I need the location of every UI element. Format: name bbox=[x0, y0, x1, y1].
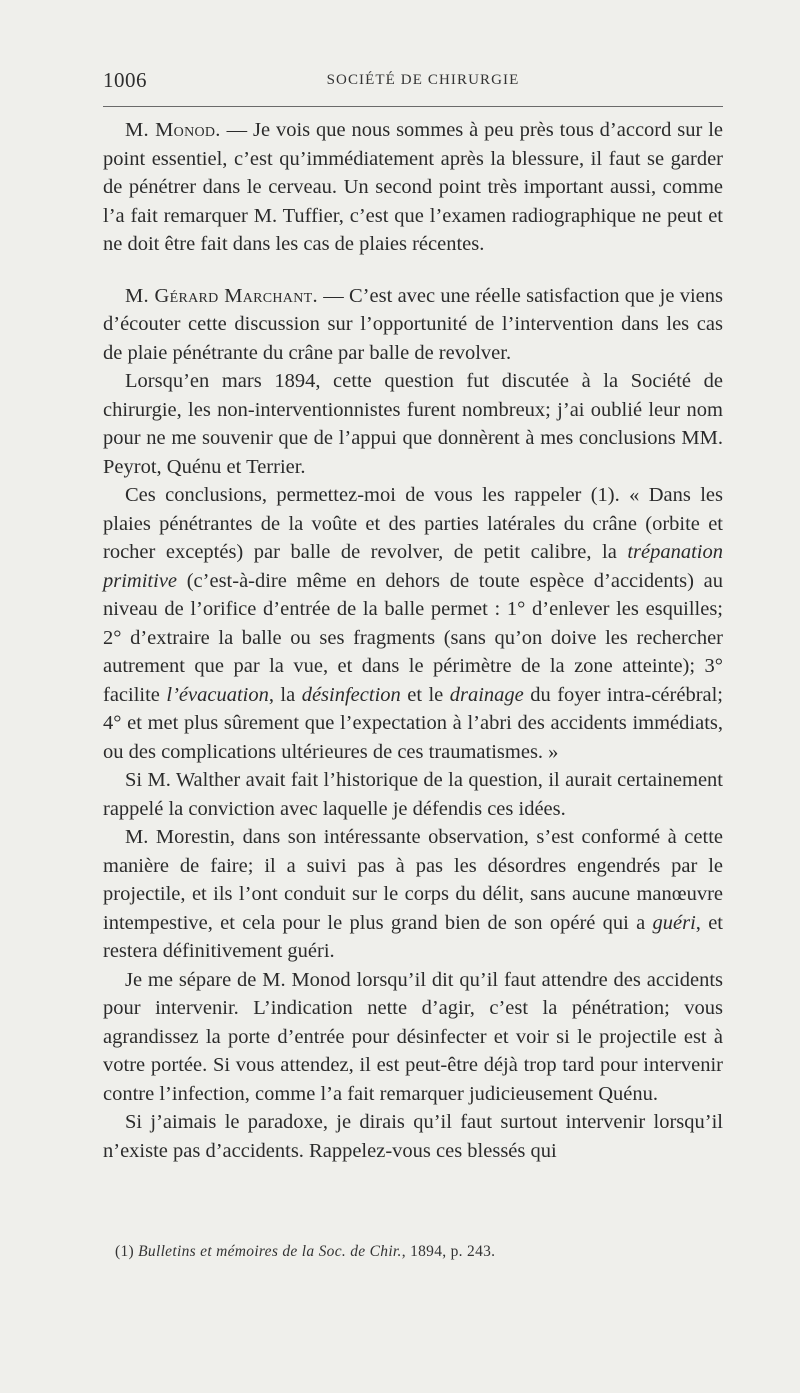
footnote-block bbox=[103, 1243, 723, 1261]
text-run: M. Morestin, dans son intéressante observation, s’est conformé à cette manière de faire; il a suivi pas à pas les désordres engendrés par le projectile, et ils l’ont conduit sur le corps du délit, sans aucune manœuvre intempestive, et cela pour le plus grand bien de son opéré qui a bbox=[103, 826, 723, 934]
paragraph-text: — Je vois que nous sommes à peu près tous d’accord sur le point essentiel, c’est qu’immédiatement après la blessure, il faut se garder de pénétrer dans le cerveau. Un second point très important aussi, comme l’a fait remarquer M. Tuffier, c’est que l’examen radiographique ne peut et ne doit être fait dans les cas de plaies récentes. bbox=[103, 119, 723, 255]
italic-term: trépanation primitive bbox=[103, 541, 723, 592]
footnote-title: Bulletins et mémoires de la Soc. de Chir. bbox=[138, 1243, 402, 1260]
paragraph: Si M. Walther avait fait l’historique de la question, il aurait certainement rappelé la conviction avec laquelle je défendis ces idées. bbox=[103, 769, 723, 820]
paragraph-marchant bbox=[103, 282, 723, 368]
paragraph-monod bbox=[103, 116, 723, 259]
text-run: et le bbox=[400, 683, 450, 706]
text-run: , et restera définitivement guéri. bbox=[103, 911, 723, 962]
footnote-reference: , 1894, p. 243. bbox=[401, 1243, 496, 1260]
page-header bbox=[103, 68, 723, 98]
paragraph: Si j’aimais le paradoxe, je dirais qu’il faut surtout intervenir lorsqu’il n’existe pas d’accidents. Rappelez-vous ces blessés qui bbox=[103, 1111, 723, 1162]
speaker-name: M. Monod. bbox=[125, 119, 221, 141]
header-rule bbox=[103, 106, 723, 107]
italic-term: l’évacuation bbox=[166, 683, 269, 706]
paragraph-conclusions bbox=[103, 481, 723, 766]
body-text bbox=[103, 116, 723, 1165]
paragraph-morestin bbox=[103, 823, 723, 966]
paragraph: Je me sépare de M. Monod lorsqu’il dit qu’il faut attendre des accidents pour intervenir. L’indication nette d’agir, c’est la pénétration; vous agrandissez la porte d’entrée pour désinfecter et voir si le projectile est à votre portée. Si vous attendez, il est peut-être déjà trop tard pour intervenir contre l’infection, comme l’a fait remarquer judicieusement Quénu. bbox=[103, 968, 723, 1105]
text-run: (c’est-à-dire même en dehors de toute espèce d’accidents) au niveau de l’orifice d’entrée de la balle permet : 1° d’enlever les esquilles; 2° d’extraire la balle ou ses fragments (sans qu’on doive les rechercher autrement que par la vue, et dans le périmètre de la zone atteinte); 3° facilite bbox=[103, 569, 723, 706]
italic-term: guéri bbox=[652, 911, 696, 934]
page-number: 1006 bbox=[103, 68, 147, 92]
text-run: du foyer intra-cérébral; 4° et met plus sûrement que l’expectation à l’abri des accidents immédiats, ou des complications ultérieures de ces traumatismes. » bbox=[103, 683, 724, 763]
italic-term: désinfection bbox=[301, 683, 401, 706]
text-run: , la bbox=[268, 683, 302, 706]
paragraph: Lorsqu’en mars 1894, cette question fut discutée à la Société de chirurgie, les non-interventionnistes furent nombreux; j’ai oublié leur nom pour ne me souvenir que de l’appui que donnèrent à mes conclusions MM. Peyrot, Quénu et Terrier. bbox=[103, 370, 723, 478]
text-run: Ces conclusions, permettez-moi de vous les rappeler (1). « Dans les plaies pénétrantes de la voûte et des parties latérales du crâne (orbite et rocher exceptés) par balle de revolver, de petit calibre, la bbox=[103, 484, 723, 563]
footnote bbox=[103, 1243, 723, 1261]
paragraph-text: — C’est avec une réelle satisfaction que je viens d’écouter cette discussion sur l’opportunité de l’intervention dans les cas de plaie pénétrante du crâne par balle de revolver. bbox=[103, 284, 724, 364]
footnote-marker: (1) bbox=[115, 1243, 139, 1260]
speaker-name: M. Gérard Marchant. bbox=[125, 284, 318, 307]
italic-term: drainage bbox=[449, 683, 524, 706]
running-title: SOCIÉTÉ DE CHIRURGIE bbox=[326, 72, 520, 88]
